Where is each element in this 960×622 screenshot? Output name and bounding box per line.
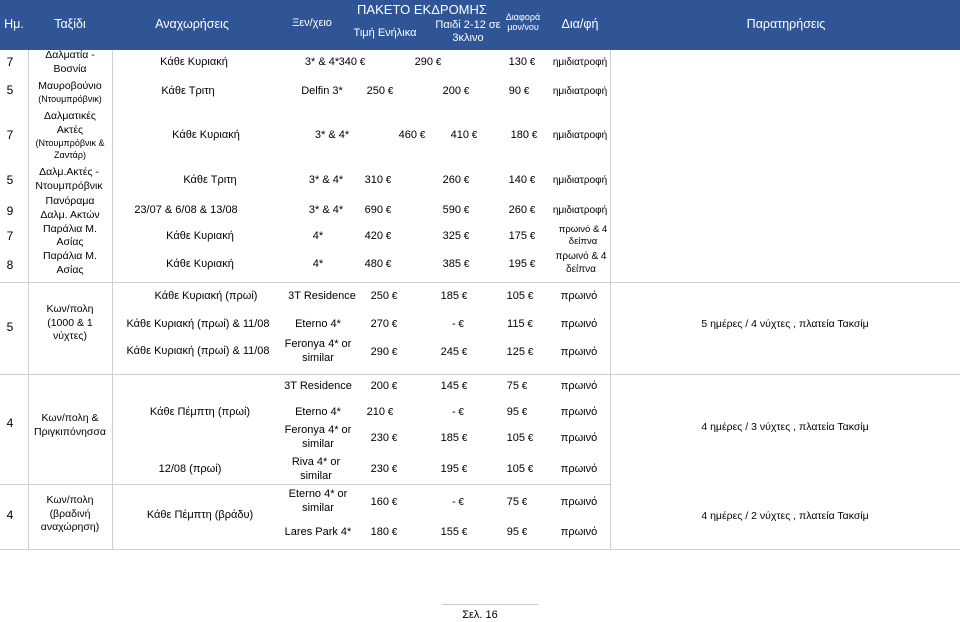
euro-icon: € <box>469 130 478 141</box>
euro-icon: € <box>389 347 398 358</box>
euro-icon: € <box>383 231 392 242</box>
euro-icon: € <box>459 347 468 358</box>
single-diff: 95 € <box>506 406 528 418</box>
euro-icon: € <box>527 57 536 68</box>
euro-icon: € <box>389 433 398 444</box>
board: πρωινό <box>560 318 598 330</box>
euro-icon: € <box>525 347 534 358</box>
euro-icon: € <box>518 527 528 538</box>
hotel: Riva 4* or similar <box>291 456 341 482</box>
departure: Κάθε Πέμπτη (πρωί) <box>149 406 251 418</box>
child-price: 325 € <box>442 230 470 242</box>
child-price: 260 € <box>442 174 470 186</box>
hotel: Eterno 4* or similar <box>288 488 348 514</box>
hotel: Delfin 3* <box>301 85 343 97</box>
adult-price: 250 € <box>370 290 398 302</box>
row-days: 5 <box>6 173 14 187</box>
row-days: 7 <box>6 128 14 142</box>
row-days: 7 <box>6 229 14 243</box>
euro-icon: € <box>527 259 536 270</box>
row-days: 5 <box>6 320 14 334</box>
adult-price: 420 € <box>364 230 392 242</box>
euro-icon: € <box>389 381 398 392</box>
header-notes: Παρατηρήσεις <box>746 17 826 31</box>
trip-note: 4 ημέρες / 2 νύχτες , πλατεία Τακσίμ <box>701 510 869 522</box>
hotel: 3T Residence <box>288 290 356 302</box>
trip-name: Μαυροβούνιο <box>38 80 102 92</box>
grid-line <box>0 484 610 485</box>
euro-icon: € <box>389 527 398 538</box>
departure: 12/08 (πρωί) <box>158 463 222 475</box>
departure: Κάθε Κυριακή <box>160 56 228 68</box>
child-price: - € <box>451 496 464 508</box>
euro-icon: € <box>461 205 470 216</box>
hotel: 3* & 4* <box>308 174 344 186</box>
hotel: Lares Park 4* <box>284 526 352 538</box>
departure: Κάθε Κυριακή (πρωί) & 11/08 <box>126 345 270 357</box>
table-header <box>0 0 960 50</box>
grid-line <box>610 50 611 550</box>
child-price: 145 € <box>440 380 468 392</box>
euro-icon: € <box>461 259 470 270</box>
hotel: Feronya 4* or similar <box>284 338 352 364</box>
single-diff: 105 € <box>506 290 534 302</box>
child-price: 200 € <box>442 85 470 97</box>
adult-price: 180 € <box>370 526 398 538</box>
trip-note: 5 ημέρες / 4 νύχτες , πλατεία Τακσίμ <box>701 318 869 330</box>
row-days: 4 <box>6 508 14 522</box>
trip-note: 4 ημέρες / 3 νύχτες , πλατεία Τακσίμ <box>701 421 869 433</box>
board: πρωινό <box>560 406 598 418</box>
euro-icon: € <box>385 86 394 97</box>
euro-icon: € <box>529 130 538 141</box>
board: ημιδιατροφή <box>552 175 608 186</box>
euro-icon: € <box>383 205 392 216</box>
trip-name: Δαλμ.Ακτές - Ντουμπρόβνικ <box>35 166 103 192</box>
adult-price: 480 € <box>364 258 392 270</box>
header-trip: Ταξίδι <box>54 17 86 31</box>
euro-icon: € <box>455 497 464 508</box>
single-diff: 175 € <box>508 230 536 242</box>
child-price: 155 € <box>440 526 468 538</box>
board: πρωινό <box>560 432 598 444</box>
trip-name: Δαλμ. Ακτών Παράλια Μ. Ασίας <box>40 209 100 249</box>
hotel: 3* & 4* <box>308 204 344 216</box>
adult-price: 290 € <box>370 346 398 358</box>
trip-name: Κων/πολη (βραδινή αναχώρηση) <box>40 494 100 534</box>
departure: Κάθε Κυριακή (πρωί) <box>154 290 258 302</box>
board: πρωινό & 4 δείπνα <box>558 224 608 248</box>
euro-icon: € <box>383 259 392 270</box>
trip-name: Δαλματία - Βοσνία <box>45 49 95 75</box>
departure: Κάθε Κυριακή <box>166 230 234 242</box>
board: πρωινό <box>560 346 598 358</box>
adult-price: 270 € <box>370 318 398 330</box>
board: πρωινό & 4 δείπνα <box>555 251 607 275</box>
adult-price: 340 € <box>338 56 366 68</box>
single-diff: 130 € <box>508 56 536 68</box>
hotel: Eterno 4* <box>295 318 341 330</box>
euro-icon: € <box>433 57 442 68</box>
departure: Κάθε Τριτη <box>161 85 215 97</box>
board: πρωινό <box>560 380 598 392</box>
single-diff: 95 € <box>506 526 528 538</box>
header-child-price: Παιδί 2-12 σε 3κλινο <box>435 19 501 44</box>
single-diff: 140 € <box>508 174 536 186</box>
single-diff: 180 € <box>510 129 538 141</box>
board: πρωινό <box>560 463 598 475</box>
hotel: 4* <box>312 258 324 270</box>
euro-icon: € <box>389 497 398 508</box>
euro-icon: € <box>455 407 464 418</box>
euro-icon: € <box>385 407 394 418</box>
grid-line <box>0 374 960 375</box>
child-price: 410 € <box>450 129 478 141</box>
child-price: 185 € <box>440 432 468 444</box>
euro-icon: € <box>527 205 536 216</box>
child-price: 195 € <box>440 463 468 475</box>
trip-name: Κων/πολη (1000 & 1 νύχτες) <box>46 303 94 343</box>
euro-icon: € <box>417 130 426 141</box>
single-diff: 105 € <box>506 432 534 444</box>
euro-icon: € <box>459 464 468 475</box>
board: πρωινό <box>560 526 598 538</box>
adult-price: 310 € <box>364 174 392 186</box>
single-diff: 75 € <box>506 380 528 392</box>
child-price: 185 € <box>440 290 468 302</box>
adult-price: 230 € <box>370 432 398 444</box>
child-price: 245 € <box>440 346 468 358</box>
departure: Κάθε Κυριακή <box>172 129 240 141</box>
child-price: - € <box>451 406 464 418</box>
child-price: 590 € <box>442 204 470 216</box>
euro-icon: € <box>518 497 528 508</box>
adult-price: 690 € <box>364 204 392 216</box>
trip-name: Παράλια Μ. Ασίας <box>43 250 97 276</box>
trip-name: Πανόραμα <box>45 195 95 207</box>
hotel: Eterno 4* <box>295 406 341 418</box>
board: πρωινό <box>560 496 598 508</box>
board: ημιδιατροφή <box>552 130 608 141</box>
grid-line <box>0 549 960 550</box>
grid-line <box>28 50 29 550</box>
single-diff: 115 € <box>507 318 533 330</box>
single-diff: 195 € <box>508 258 536 270</box>
euro-icon: € <box>383 175 392 186</box>
departure: 23/07 & 6/08 & 13/08 <box>134 204 238 216</box>
header-hotel: Ξεν/χειο <box>292 17 332 29</box>
trip-subtitle: (Ντουμπρόβνικ & Ζαντάρ) <box>35 138 105 160</box>
euro-icon: € <box>527 231 536 242</box>
euro-icon: € <box>459 381 468 392</box>
euro-icon: € <box>461 175 470 186</box>
euro-icon: € <box>520 86 530 97</box>
single-diff: 260 € <box>508 204 536 216</box>
adult-price: 200 € <box>370 380 398 392</box>
trip-name: Κων/πολη & Πριγκιπόνησσα <box>34 412 106 438</box>
board: πρωινό <box>560 290 598 302</box>
euro-icon: € <box>459 527 468 538</box>
euro-icon: € <box>527 175 536 186</box>
row-days: 9 <box>6 204 14 218</box>
child-price: 290 € <box>414 56 442 68</box>
euro-icon: € <box>455 319 464 330</box>
departure: Κάθε Πέμπτη (βράδυ) <box>146 509 254 521</box>
header-single-diff: Διαφορά μον/νου <box>505 12 541 33</box>
euro-icon: € <box>518 407 528 418</box>
child-price: - € <box>451 318 464 330</box>
departure: Κάθε Τριτη <box>183 174 237 186</box>
board: ημιδιατροφή <box>552 205 608 216</box>
grid-line <box>0 282 960 283</box>
header-days: Ημ. <box>4 17 24 31</box>
euro-icon: € <box>459 433 468 444</box>
euro-icon: € <box>525 464 534 475</box>
row-days: 5 <box>6 83 14 97</box>
grid-line <box>112 50 113 550</box>
board: ημιδιατροφή <box>552 57 608 68</box>
euro-icon: € <box>524 319 533 330</box>
hotel: 4* <box>312 230 324 242</box>
euro-icon: € <box>525 291 534 302</box>
departure: Κάθε Κυριακή (πρωί) & 11/08 <box>126 318 270 330</box>
header-board: Δια/φή <box>561 17 599 31</box>
header-departures: Αναχωρήσεις <box>155 17 229 31</box>
single-diff: 75 € <box>506 496 528 508</box>
euro-icon: € <box>525 433 534 444</box>
adult-price: 160 € <box>370 496 398 508</box>
hotel: Feronya 4* or similar <box>284 424 352 450</box>
header-adult-price: Τιμή Ενήλικα <box>353 27 417 39</box>
row-days: 4 <box>6 416 14 430</box>
hotel: 3* & 4* <box>304 56 340 68</box>
single-diff: 125 € <box>506 346 534 358</box>
header-package: ΠΑΚΕΤΟ ΕΚΔΡΟΜΗΣ <box>357 2 487 17</box>
adult-price: 230 € <box>370 463 398 475</box>
euro-icon: € <box>459 291 468 302</box>
euro-icon: € <box>461 231 470 242</box>
hotel: 3T Residence <box>284 380 352 392</box>
row-days: 7 <box>6 55 14 69</box>
adult-price: 460 € <box>398 129 426 141</box>
trip-subtitle: (Ντουμπρόβνικ) <box>38 94 102 104</box>
row-days: 8 <box>6 258 14 272</box>
single-diff: 105 € <box>506 463 534 475</box>
adult-price: 210 € <box>366 406 394 418</box>
board: ημιδιατροφή <box>552 86 608 97</box>
departure: Κάθε Κυριακή <box>166 258 234 270</box>
adult-price: 250 € <box>366 85 394 97</box>
trip-name: Δαλματικές Ακτές <box>44 110 96 136</box>
footer-divider <box>442 604 538 605</box>
euro-icon: € <box>461 86 470 97</box>
euro-icon: € <box>389 464 398 475</box>
child-price: 385 € <box>442 258 470 270</box>
hotel: 3* & 4* <box>314 129 350 141</box>
euro-icon: € <box>389 291 398 302</box>
euro-icon: € <box>518 381 528 392</box>
euro-icon: € <box>389 319 398 330</box>
single-diff: 90 € <box>508 85 530 97</box>
page-number: Σελ. 16 <box>462 609 498 621</box>
euro-icon: € <box>357 57 366 68</box>
